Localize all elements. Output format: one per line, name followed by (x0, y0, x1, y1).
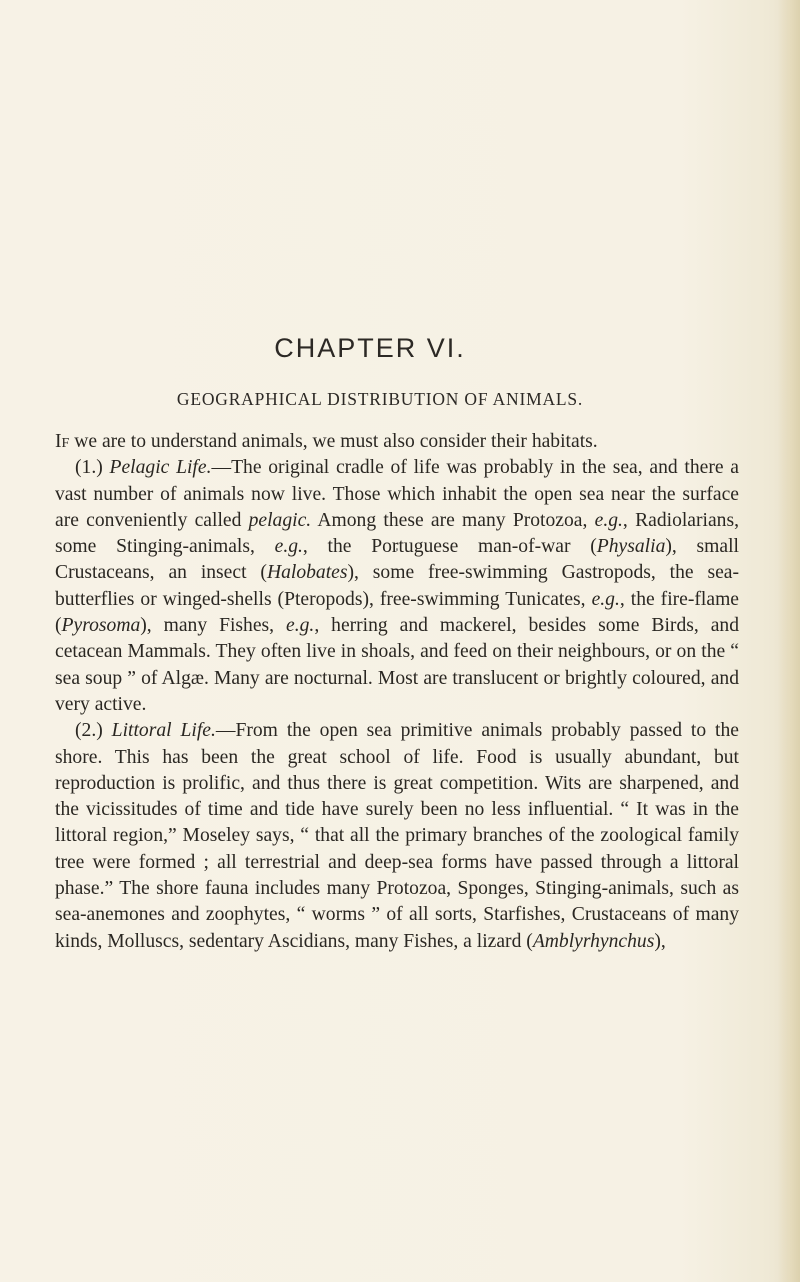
text-run: , herring and mackerel, besides some Birds, and cetacean Mammals. They often live in shoals, and feed on their neighbours, or on the “ sea soup ” of Algæ. Many are nocturnal. Most are translucent or brightly coloured, and very active. (55, 615, 739, 715)
text-run: ), many Fishes, (140, 615, 287, 637)
italic-term: e.g. (274, 536, 303, 558)
intro-paragraph (55, 429, 739, 455)
pelagic-paragraph (55, 455, 739, 718)
italic-term: e.g. (286, 615, 315, 637)
italic-term: e.g. (594, 509, 623, 531)
chapter-title: CHAPTER VI. (274, 333, 466, 363)
text-run: —The original cradle of life was probably in the sea, and there a vast number of animals now live. Those which inhabit the open sea near the surface are conveniently called (55, 457, 739, 531)
para-number: (2.) (75, 720, 112, 742)
italic-term: e.g. (591, 588, 620, 610)
para-heading: Littoral Life. (111, 720, 216, 742)
text-run: Among these are many Protozoa, (311, 509, 595, 531)
text-run: , the fire-flame ( (55, 588, 740, 637)
littoral-paragraph (55, 718, 739, 955)
intro-text: we are to understand animals, we must also consider their habitats. (69, 431, 598, 452)
italic-term: Physalia (596, 536, 666, 558)
body-text (55, 429, 739, 955)
italic-term: Halobates (266, 562, 348, 584)
italic-term: pelagic. (248, 509, 312, 531)
text-run: —From the open sea primitive animals probably passed to the shore. This has been the great school of life. Food is usually abundant, but reproduction is prolific, and thus there is great competition. Wits are sharpened, and the vicissitudes of time and tide have surely been no less influential. “ It was in the littoral region,” Moseley says, “ that all the primary branches of the zoological family tree were formed ; all terrestrial and deep-sea forms have passed through a littoral phase.” The shore fauna includes many Protozoa, Sponges, Stinging-animals, such as sea-anemones and zoophytes, “ worms ” of all sorts, Starfishes, Crustaceans of many kinds, Molluscs, sedentary Ascidians, many Fishes, a lizard ( (55, 720, 739, 952)
text-run: ), (654, 930, 666, 952)
section-title: GEOGRAPHICAL DISTRIBUTION OF ANIMALS. (176, 389, 584, 409)
italic-term: Pyrosoma (61, 615, 141, 637)
page-edge-shadow (778, 0, 800, 1282)
text-run: , Radiolarians, some Stinging-animals, (55, 509, 739, 558)
para-number: (1.) (75, 457, 110, 479)
italic-term: Amblyrhynchus (532, 930, 655, 952)
text-run: ), small Crustaceans, an insect ( (55, 536, 739, 584)
text-run: ), some free-swimming Gastropods, the sea-butterflies or winged-shells (Pteropods), free-swimming Tunicates, (55, 562, 739, 610)
para-heading: Pelagic Life. (109, 457, 212, 479)
dropcap-word: If (55, 431, 70, 452)
text-run: , the Portuguese man-of-war ( (302, 536, 597, 558)
